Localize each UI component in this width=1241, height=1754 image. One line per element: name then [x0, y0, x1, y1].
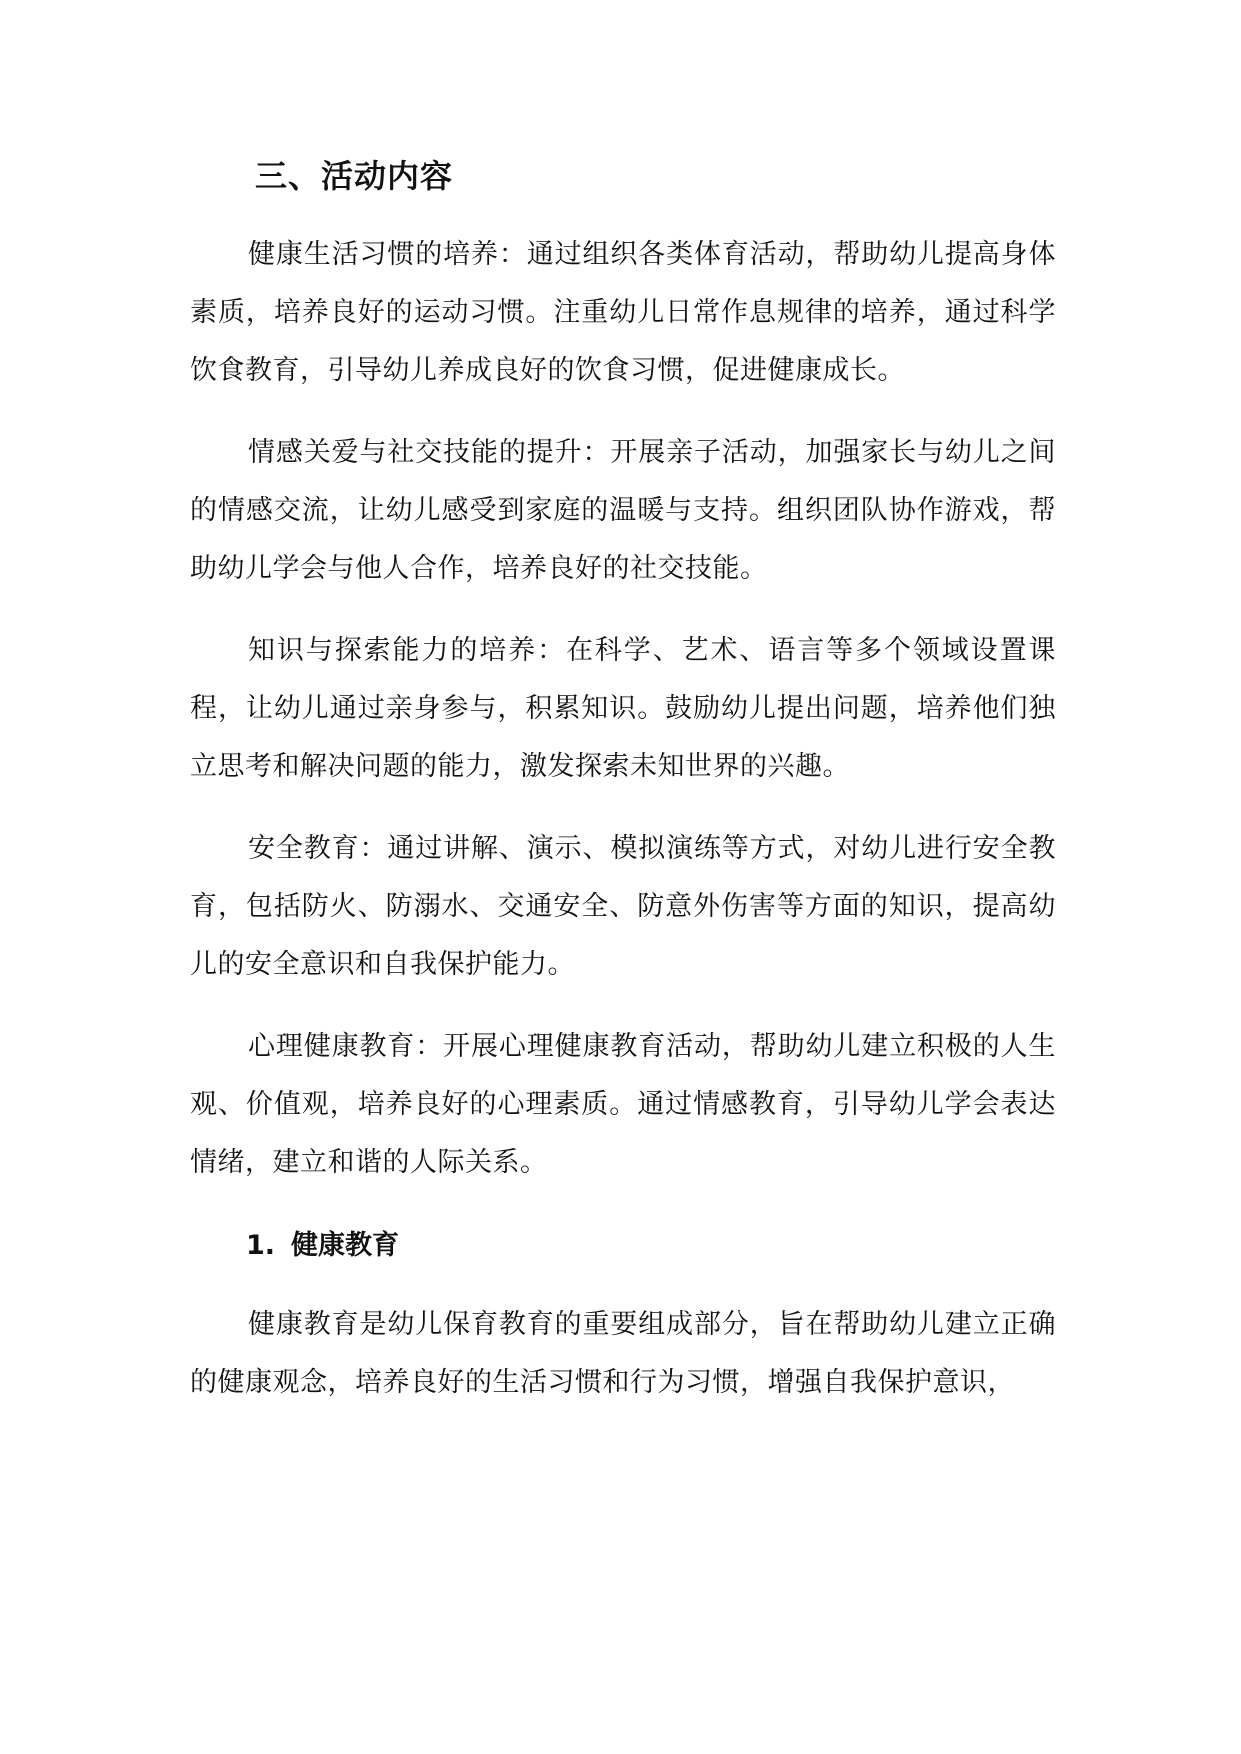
document-content	[190, 148, 1056, 1436]
subsection-heading	[246, 1218, 1056, 1274]
paragraph-mental-health: 心理健康教育：开展心理健康教育活动，帮助幼儿建立积极的人生观、价值观，培养良好的心理素质。通过情感教育，引导幼儿学会表达情绪，建立和谐的人际关系。	[190, 1031, 1056, 1178]
paragraph-health-education: 健康教育是幼儿保育教育的重要组成部分，旨在帮助幼儿建立正确的健康观念，培养良好的生活习惯和行为习惯，增强自我保护意识，	[190, 1309, 1056, 1398]
paragraph-emotional-social: 情感关爱与社交技能的提升：开展亲子活动，加强家长与幼儿之间的情感交流，让幼儿感受到家庭的温暖与支持。组织团队协作游戏，帮助幼儿学会与他人合作，培养良好的社交技能。	[190, 437, 1056, 584]
paragraph-knowledge-exploration: 知识与探索能力的培养：在科学、艺术、语言等多个领域设置课程，让幼儿通过亲身参与，积累知识。鼓励幼儿提出问题，培养他们独立思考和解决问题的能力，激发探索未知世界的兴趣。	[190, 635, 1056, 782]
section-title: 三、活动内容	[255, 157, 454, 195]
subsection-title: 健康教育	[291, 1230, 400, 1261]
paragraph-health-habits: 健康生活习惯的培养：通过组织各类体育活动，帮助幼儿提高身体素质，培养良好的运动习惯。注重幼儿日常作息规律的培养，通过科学饮食教育，引导幼儿养成良好的饮食习惯，促进健康成长。	[190, 239, 1056, 386]
paragraph-safety-education: 安全教育：通过讲解、演示、模拟演练等方式，对幼儿进行安全教育，包括防火、防溺水、交通安全、防意外伤害等方面的知识，提高幼儿的安全意识和自我保护能力。	[190, 833, 1056, 980]
subsection-number: 1.	[246, 1230, 276, 1261]
